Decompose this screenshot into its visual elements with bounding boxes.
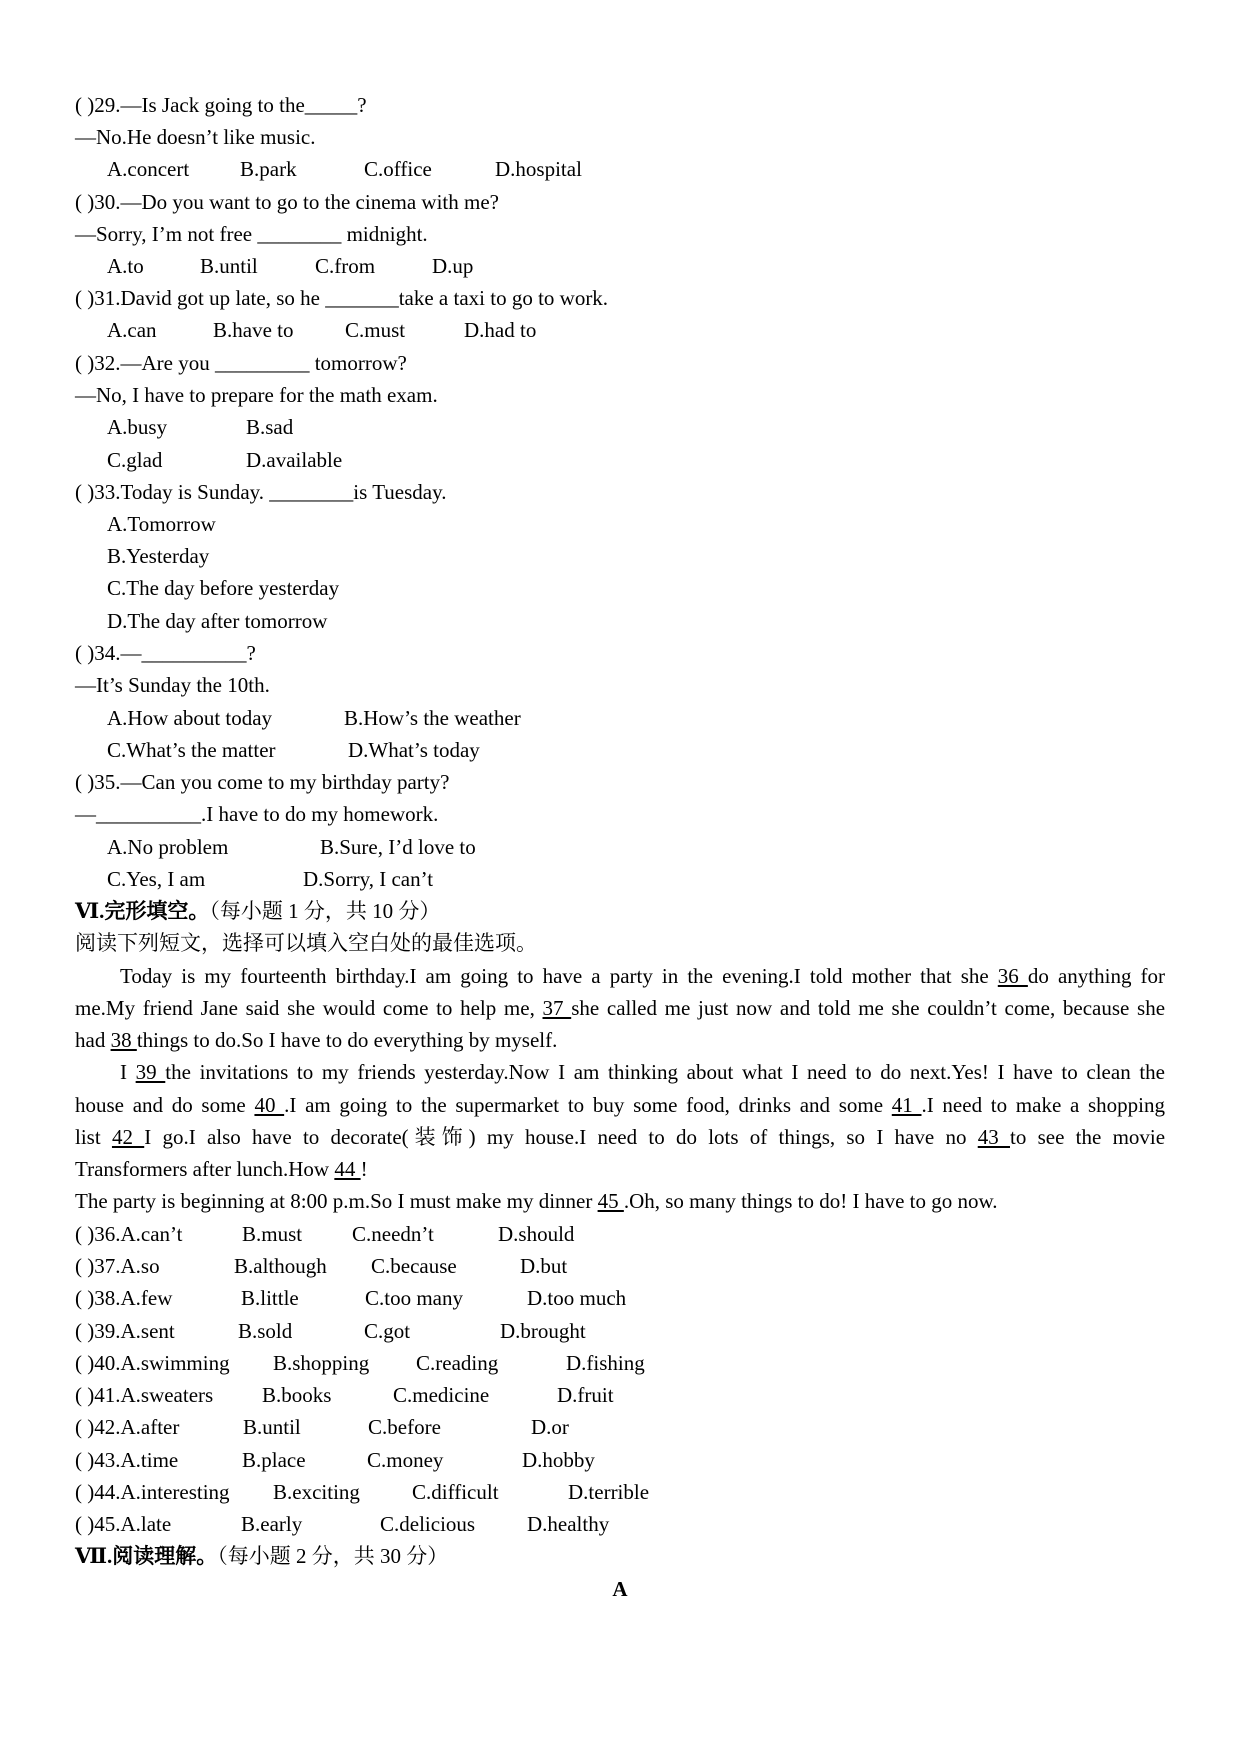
- blank-42: 42: [111, 1125, 145, 1149]
- option-c: C.before: [368, 1415, 441, 1439]
- option-a: A.How about today: [107, 706, 273, 730]
- question-30-reply: —Sorry, I’m not free ________ midnight.: [75, 222, 428, 246]
- cloze-stem: ( )38.A.few: [75, 1286, 173, 1310]
- passage-text: .I am going to the supermarket to buy some food, drinks and some: [284, 1093, 884, 1117]
- cloze-question-42: [75, 1411, 875, 1443]
- option-b: B.Sure, I’d love to: [320, 835, 476, 859]
- option-d: D.The day after tomorrow: [107, 609, 328, 633]
- passage-text: me.My friend Jane said she would come to help me,: [75, 996, 535, 1020]
- passage-text: she called me just now and told me she couldn’t come, because she: [571, 996, 1166, 1020]
- option-b: B.How’s the weather: [344, 706, 521, 730]
- option-a: A.No problem: [107, 835, 229, 859]
- blank-44: 44: [334, 1157, 361, 1181]
- blank-38: 38: [110, 1028, 137, 1052]
- cloze-question-44: [75, 1476, 875, 1508]
- option-b: B.have to: [213, 318, 294, 342]
- question-32-stem: ( )32.—Are you _________ tomorrow?: [75, 351, 407, 375]
- question-34-reply: —It’s Sunday the 10th.: [75, 673, 270, 697]
- passage-text: I go.I also have to decorate(装饰) my house.I need to do lots of things, so I have no: [144, 1125, 967, 1149]
- option-c: C.money: [367, 1448, 444, 1472]
- passage-text: .Oh, so many things to do! I have to go now.: [623, 1189, 998, 1213]
- passage-text: had: [75, 1028, 106, 1052]
- question-30-options: [75, 250, 775, 282]
- question-34-options-row1: [75, 702, 775, 734]
- question-32-reply: —No, I have to prepare for the math exam.: [75, 383, 438, 407]
- option-d: D.but: [520, 1254, 568, 1278]
- cloze-question-41: [75, 1379, 875, 1411]
- option-d: D.terrible: [568, 1480, 650, 1504]
- blank-41: 41: [891, 1093, 922, 1117]
- cloze-stem: ( )39.A.sent: [75, 1319, 175, 1343]
- section-7-note: （每小题 2 分，共 30 分）: [217, 1544, 449, 1568]
- question-35-options-row2: [75, 863, 775, 895]
- option-b: B.although: [234, 1254, 327, 1278]
- passage-line: [75, 1185, 998, 1217]
- option-c: C.got: [364, 1319, 411, 1343]
- blank-39: 39: [135, 1060, 166, 1084]
- question-29-reply: —No.He doesn’t like music.: [75, 125, 316, 149]
- question-30-stem: ( )30.—Do you want to go to the cinema with me?: [75, 190, 499, 214]
- passage-text: Today is my fourteenth birthday.I am going to have a party in the evening.I told mother that she: [120, 964, 989, 988]
- option-d: D.Sorry, I can’t: [303, 867, 434, 891]
- passage-line: [75, 1089, 1165, 1121]
- blank-45: 45: [597, 1189, 624, 1213]
- cloze-question-39: [75, 1315, 875, 1347]
- passage-text: list: [75, 1125, 101, 1149]
- option-d: D.too much: [527, 1286, 627, 1310]
- cloze-question-38: [75, 1282, 875, 1314]
- option-b: B.little: [241, 1286, 299, 1310]
- passage-text: .I need to make a shopping: [921, 1093, 1165, 1117]
- question-31-stem: ( )31.David got up late, so he _______take a taxi to go to work.: [75, 286, 609, 310]
- passage-text: do anything for: [1027, 964, 1165, 988]
- option-d: D.should: [498, 1222, 575, 1246]
- option-c: C.The day before yesterday: [107, 576, 340, 600]
- option-d: D.had to: [464, 318, 537, 342]
- option-c: C.from: [315, 254, 376, 278]
- option-d: D.fruit: [557, 1383, 614, 1407]
- reading-part-label: A: [612, 1577, 628, 1601]
- question-35-options-row1: [75, 831, 775, 863]
- section-6-note: （每小题 1 分，共 10 分）: [209, 899, 441, 923]
- option-a: A.to: [107, 254, 144, 278]
- question-31-options: [75, 314, 775, 346]
- option-c: C.too many: [365, 1286, 463, 1310]
- question-32-options-row1: [75, 411, 775, 443]
- option-d: D.What’s today: [348, 738, 480, 762]
- option-b: B.sold: [238, 1319, 293, 1343]
- cloze-stem: ( )43.A.time: [75, 1448, 179, 1472]
- cloze-stem: ( )41.A.sweaters: [75, 1383, 214, 1407]
- blank-43: 43: [977, 1125, 1010, 1149]
- cloze-stem: ( )44.A.interesting: [75, 1480, 230, 1504]
- option-b: B.until: [200, 254, 258, 278]
- question-34-options-row2: [75, 734, 775, 766]
- option-b: B.sad: [246, 415, 294, 439]
- passage-text: house and do some: [75, 1093, 246, 1117]
- option-c: C.because: [371, 1254, 457, 1278]
- option-b: B.shopping: [273, 1351, 370, 1375]
- cloze-question-40: [75, 1347, 875, 1379]
- option-d: D.hobby: [522, 1448, 595, 1472]
- option-b: B.place: [242, 1448, 306, 1472]
- passage-line: [75, 992, 1165, 1024]
- option-c: C.Yes, I am: [107, 867, 206, 891]
- cloze-stem: ( )36.A.can’t: [75, 1222, 183, 1246]
- blank-36: 36: [997, 964, 1028, 988]
- passage-text: !: [360, 1157, 368, 1181]
- passage-text: I: [120, 1060, 127, 1084]
- option-d: D.brought: [500, 1319, 586, 1343]
- option-c: C.needn’t: [352, 1222, 434, 1246]
- blank-37: 37: [542, 996, 572, 1020]
- cloze-question-43: [75, 1444, 875, 1476]
- option-b: B.early: [241, 1512, 303, 1536]
- cloze-question-45: [75, 1508, 875, 1540]
- option-c: C.delicious: [380, 1512, 476, 1536]
- option-b: B.must: [242, 1222, 303, 1246]
- cloze-stem: ( )40.A.swimming: [75, 1351, 230, 1375]
- cloze-stem: ( )37.A.so: [75, 1254, 160, 1278]
- option-b: B.until: [243, 1415, 301, 1439]
- cloze-question-37: [75, 1250, 875, 1282]
- section-7-title: Ⅶ.阅读理解。: [75, 1544, 218, 1568]
- option-d: D.fishing: [566, 1351, 645, 1375]
- question-32-options-row2: [75, 444, 775, 476]
- option-b: B.books: [262, 1383, 332, 1407]
- option-d: D.healthy: [527, 1512, 610, 1536]
- option-a: A.busy: [107, 415, 168, 439]
- passage-text: The party is beginning at 8:00 p.m.So I must make my dinner: [75, 1189, 593, 1213]
- question-29-stem: ( )29.—Is Jack going to the_____?: [75, 93, 367, 117]
- option-c: C.What’s the matter: [107, 738, 276, 762]
- section-7-heading: [75, 1540, 448, 1572]
- option-a: A.can: [107, 318, 157, 342]
- section-6-heading: [75, 895, 440, 927]
- blank-40: 40: [254, 1093, 285, 1117]
- option-c: C.office: [364, 157, 432, 181]
- passage-line: [75, 1121, 1165, 1153]
- cloze-stem: ( )45.A.late: [75, 1512, 172, 1536]
- option-b: B.exciting: [273, 1480, 360, 1504]
- option-d: D.available: [246, 448, 343, 472]
- passage-text: things to do.So I have to do everything by myself.: [136, 1028, 558, 1052]
- option-b: B.park: [240, 157, 297, 181]
- question-35-stem: ( )35.—Can you come to my birthday party?: [75, 770, 450, 794]
- passage-line: [75, 1024, 557, 1056]
- passage-text: the invitations to my friends yesterday.Now I am thinking about what I need to do next.Yes! I have to clean the: [165, 1060, 1165, 1084]
- option-b: B.Yesterday: [107, 544, 210, 568]
- option-c: C.difficult: [412, 1480, 499, 1504]
- option-c: C.medicine: [393, 1383, 490, 1407]
- section-6-instruction: 阅读下列短文，选择可以填入空白处的最佳选项。: [75, 931, 537, 955]
- option-a: A.concert: [107, 157, 190, 181]
- option-c: C.reading: [416, 1351, 499, 1375]
- question-33-stem: ( )33.Today is Sunday. ________is Tuesday.: [75, 480, 447, 504]
- cloze-question-36: [75, 1218, 875, 1250]
- option-d: D.or: [531, 1415, 569, 1439]
- passage-line: [75, 1056, 1165, 1088]
- passage-text: Transformers after lunch.How: [75, 1157, 330, 1181]
- option-d: D.up: [432, 254, 474, 278]
- option-c: C.must: [345, 318, 406, 342]
- cloze-stem: ( )42.A.after: [75, 1415, 180, 1439]
- section-6-title: Ⅵ.完形填空。: [75, 899, 210, 923]
- option-a: A.Tomorrow: [107, 512, 216, 536]
- question-29-options: [75, 153, 775, 185]
- passage-line: [75, 1153, 368, 1185]
- passage-text: to see the movie: [1010, 1125, 1166, 1149]
- option-d: D.hospital: [495, 157, 582, 181]
- question-35-reply: —__________.I have to do my homework.: [75, 802, 439, 826]
- passage-line: [75, 960, 1165, 992]
- question-34-stem: ( )34.—__________?: [75, 641, 256, 665]
- option-c: C.glad: [107, 448, 163, 472]
